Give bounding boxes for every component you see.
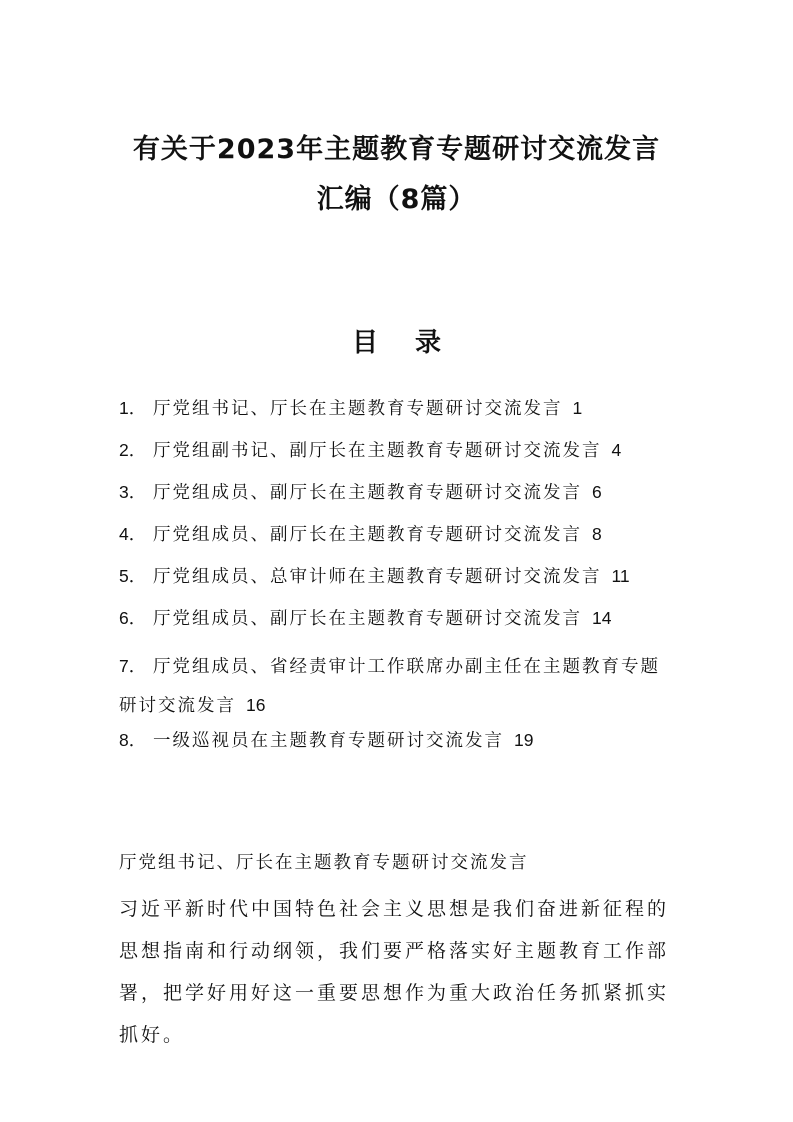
toc-item-text: 厅党组成员、副厅长在主题教育专题研讨交流发言 (153, 525, 582, 545)
toc-item-page: 16 (246, 695, 266, 715)
toc-item-number: 4． (119, 524, 147, 544)
toc-item[interactable] (119, 521, 679, 548)
toc-item-page: 1 (572, 398, 583, 418)
toc-item-text: 厅党组副书记、副厅长在主题教育专题研讨交流发言 (153, 441, 602, 461)
body-section (119, 850, 679, 1056)
toc-item[interactable] (119, 479, 679, 506)
toc-item-page: 6 (592, 482, 602, 502)
toc-item[interactable] (119, 563, 679, 590)
toc-item-page: 14 (592, 608, 612, 628)
toc-item[interactable] (119, 437, 679, 464)
toc-item[interactable] (119, 605, 679, 632)
toc-item-number: 2． (119, 440, 147, 460)
toc-item-number: 6． (119, 608, 147, 628)
toc-item-text: 厅党组成员、省经责审计工作联席办副主任在主题教育专题研讨交流发言 (119, 657, 660, 716)
toc-item-page: 4 (611, 440, 622, 460)
toc-item-number: 8． (119, 730, 147, 750)
toc-item-text: 一级巡视员在主题教育专题研讨交流发言 (153, 731, 504, 751)
table-of-contents (119, 395, 679, 769)
toc-item-number: 5． (119, 566, 147, 586)
toc-item[interactable] (119, 647, 679, 725)
toc-item-page: 11 (611, 566, 630, 586)
toc-item[interactable] (119, 727, 679, 754)
toc-item-number: 7． (119, 656, 147, 676)
toc-item-number: 3． (119, 482, 147, 502)
toc-item-page: 8 (592, 524, 602, 544)
document-title-line-2: 汇编（8篇） (316, 184, 477, 215)
toc-item-text: 厅党组成员、总审计师在主题教育专题研讨交流发言 (153, 567, 602, 587)
document-title-line-1: 有关于2023年主题教育专题研讨交流发言 (132, 134, 661, 165)
toc-item-text: 厅党组成员、副厅长在主题教育专题研讨交流发言 (153, 483, 582, 503)
toc-heading: 目 录 (351, 328, 456, 358)
body-paragraph: 习近平新时代中国特色社会主义思想是我们奋进新征程的思想指南和行动纲领，我们要严格落实好主题教育工作部署，把学好用好这一重要思想作为重大政治任务抓紧抓实抓好。 (119, 898, 670, 1046)
toc-item-page: 19 (514, 730, 534, 750)
toc-item-text: 厅党组成员、副厅长在主题教育专题研讨交流发言 (153, 609, 582, 629)
section-heading: 厅党组书记、厅长在主题教育专题研讨交流发言 (119, 853, 529, 873)
toc-item-text: 厅党组书记、厅长在主题教育专题研讨交流发言 (153, 399, 563, 419)
toc-item[interactable] (119, 395, 679, 422)
toc-item-number: 1． (119, 398, 147, 418)
